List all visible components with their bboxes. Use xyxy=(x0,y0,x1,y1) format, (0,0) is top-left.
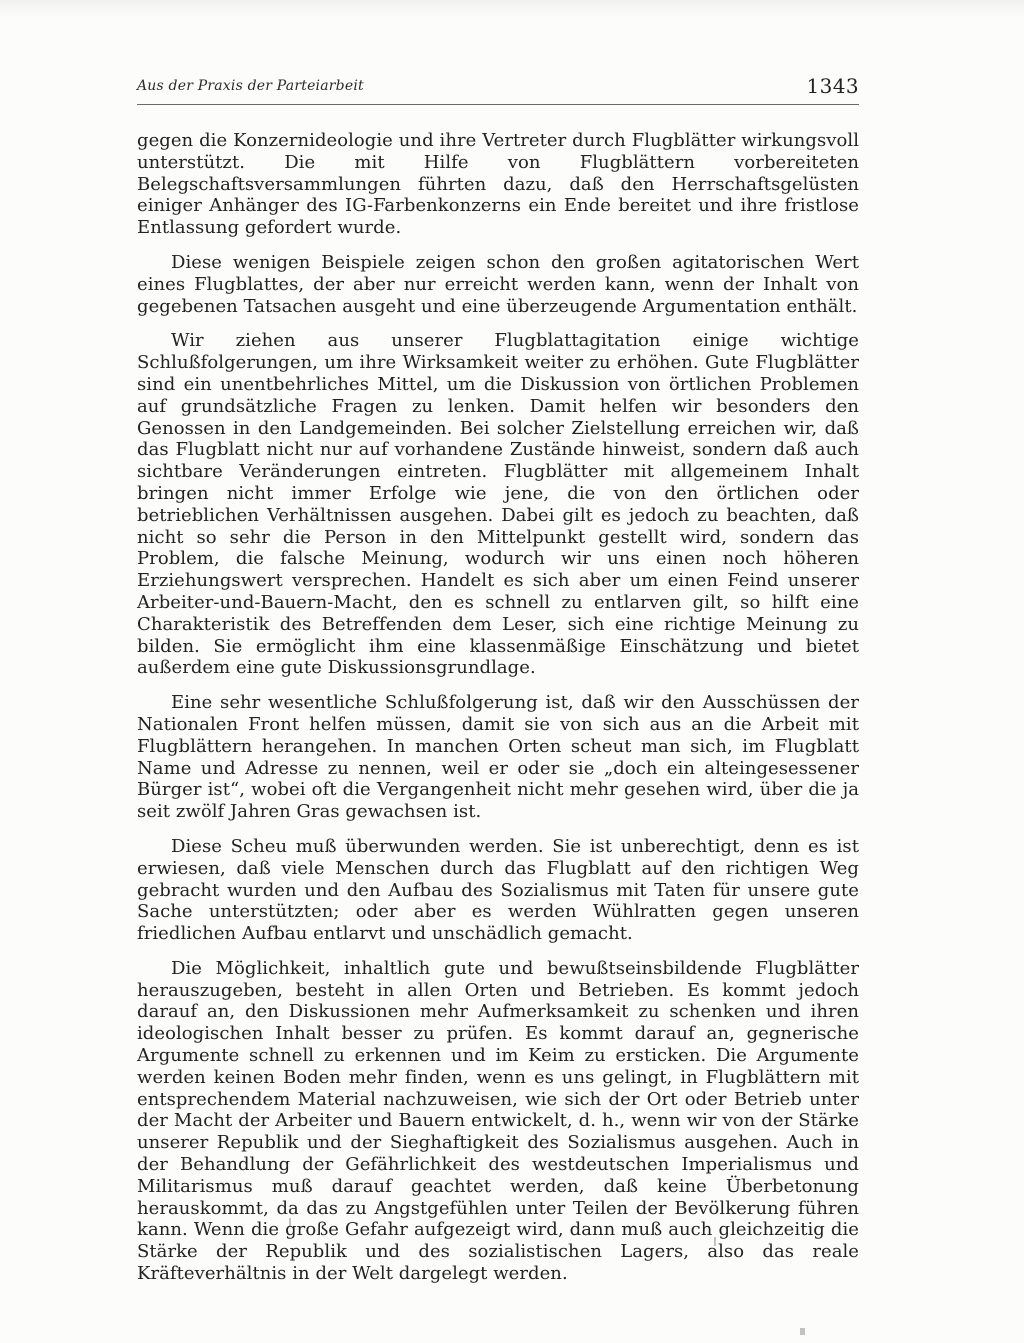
scan-top-edge xyxy=(0,0,1024,18)
scan-speck xyxy=(289,1218,291,1227)
scan-speck xyxy=(800,1328,805,1335)
paragraph-possibility: Die Möglichkeit, inhaltlich gute und bewußtseinsbildende Flugblätter herauszugeben, besteht in allen Orten und Betrieben. Es kommt jedoch darauf an, den Diskussionen mehr Aufmerksamkeit zu schenken und ihren ideologischen Inhalt besser zu prüfen. Es kommt darauf an, gegnerische Argumente schnell zu erkennen und im Keim zu ersticken. Die Argumente werden keinen Boden mehr finden, wenn es uns gelingt, in Flugblättern mit entsprechendem Material nachzuweisen, wie sich der Ort oder Betrieb unter der Macht der Arbeiter und Bauern entwickelt, d. h., wenn wir von der Stärke unserer Republik und der Sieghaftigkeit des Sozialismus ausgehen. Auch in der Behandlung der Gefährlichkeit des westdeutschen Imperialismus und Militarismus muß darauf geachtet werden, daß keine Überbetonung herauskommt, da das zu Angstgefühlen unter Teilen der Bevölkerung führen kann. Wenn die große Gefahr aufgezeigt wird, dann muß auch gleichzeitig die Stärke der Republik und des sozialistischen Lagers, also das reale Kräfteverhältnis in der Welt dargelegt werden. xyxy=(137,957,859,1285)
paragraph-examples: Diese wenigen Beispiele zeigen schon den großen agitatorischen Wert eines Flugblattes, der aber nur erreicht werden kann, wenn der Inhalt von gegebenen Tatsachen ausgeht und eine überzeugende Argumentation enthält. xyxy=(137,251,859,317)
body-text xyxy=(137,130,859,1298)
paragraph-continuation: gegen die Konzernideologie und ihre Vertreter durch Flugblätter wirkungsvoll unterstützt. Die mit Hilfe von Flugblättern vorbereiteten Belegschaftsversammlungen führten dazu, daß den Herrschaftsgelüsten einiger Anhänger des IG-Farbenkonzerns ein Ende bereitet und ihre fristlose Entlassung gefordert wurde. xyxy=(137,130,859,239)
page-number: 1343 xyxy=(806,74,859,98)
paragraph-national-front: Eine sehr wesentliche Schlußfolgerung ist, daß wir den Ausschüssen der Nationalen Front helfen müssen, damit sie von sich aus an die Arbeit mit Flugblättern herangehen. In manchen Orten scheut man sich, im Flugblatt Name und Adresse zu nennen, weil er oder sie „doch ein alteingesessener Bürger ist“, wobei oft die Vergangenheit nicht mehr gesehen wird, über die ja seit zwölf Jahren Gras gewachsen ist. xyxy=(137,692,859,823)
paragraph-overcome-hesitation: Diese Scheu muß überwunden werden. Sie ist unberechtigt, denn es ist erwiesen, daß viele Menschen durch das Flugblatt auf den richtigen Weg gebracht wurden und den Aufbau des Sozialismus mit Taten für unsere gute Sache unterstützten; oder aber es werden Wühlratten gegen unseren friedlichen Aufbau entlarvt und unschädlich gemacht. xyxy=(137,835,859,945)
scan-speck xyxy=(714,1237,716,1246)
header-rule xyxy=(137,104,859,105)
paragraph-conclusions: Wir ziehen aus unserer Flugblattagitation einige wichtige Schlußfolgerungen, um ihre Wirksamkeit weiter zu erhöhen. Gute Flugblätter sind ein unentbehrliches Mittel, um die Diskussion von örtlichen Problemen auf grundsätzliche Fragen zu lenken. Damit helfen wir besonders den Genossen in den Landgemeinden. Bei solcher Zielstellung erreichen wir, daß das Flugblatt nicht nur auf vorhandene Zustände hinweist, sondern daß auch sichtbare Veränderungen eintreten. Flugblätter mit allgemeinem Inhalt bringen nicht immer Erfolge wie jene, die von den örtlichen oder betrieblichen Verhältnissen ausgehen. Dabei gilt es jedoch zu beachten, daß nicht so sehr die Person in den Mittelpunkt gestellt wird, sondern das Problem, die falsche Meinung, wodurch wir uns einen noch höheren Erziehungswert versprechen. Handelt es sich aber um einen Feind unserer Arbeiter-und-Bauern-Macht, den es schnell zu entlarven gilt, so hilft eine Charakteristik des Betreffenden dem Leser, sich eine richtige Meinung zu bilden. Sie ermöglicht ihm eine klassenmäßige Einschätzung und bietet außerdem eine gute Diskussionsgrundlage. xyxy=(137,330,859,679)
running-title: Aus der Praxis der Parteiarbeit xyxy=(137,78,364,94)
